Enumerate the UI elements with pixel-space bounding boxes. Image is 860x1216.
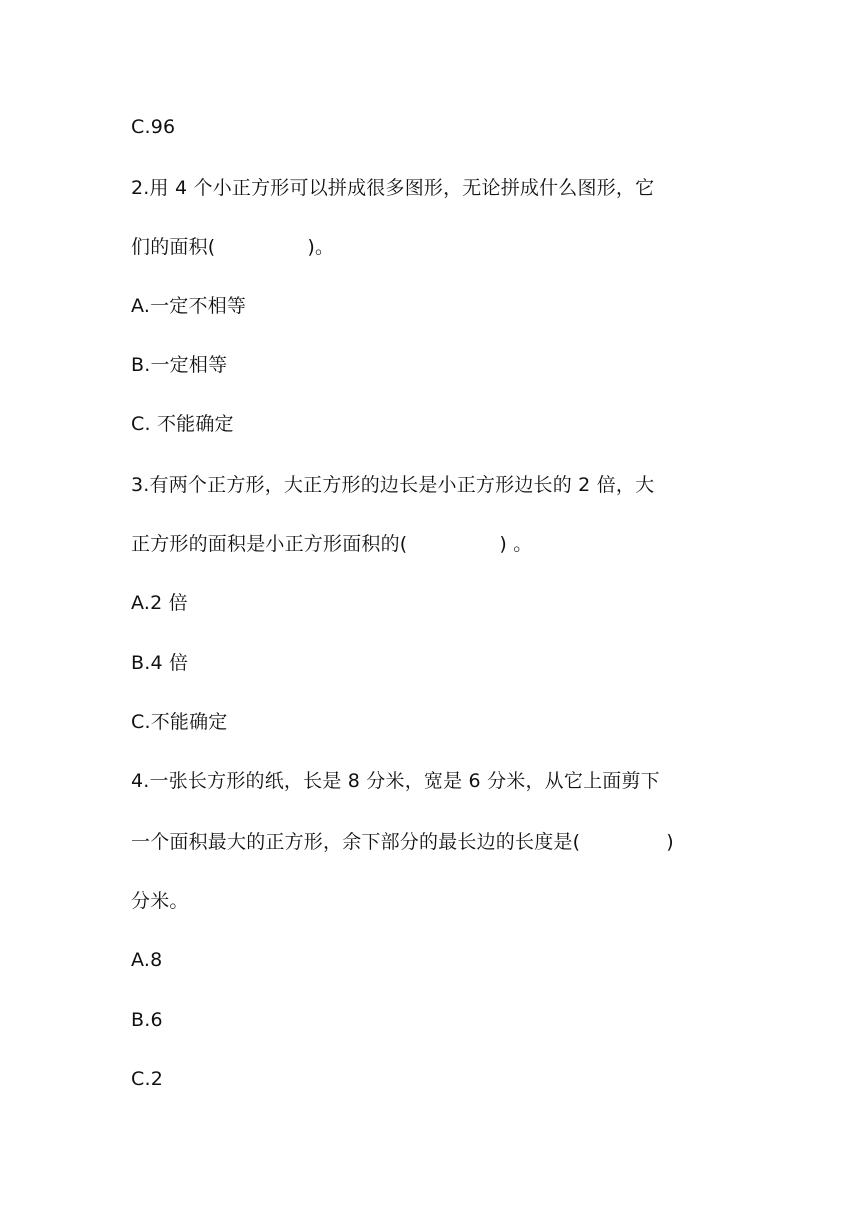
q2-stem-line1 [131, 176, 654, 200]
q2-option-a [131, 294, 246, 318]
q3-stem-line2 [131, 532, 532, 556]
q3-option-b [131, 651, 188, 675]
q1-option-c [131, 115, 175, 139]
q4-stem-line2 [131, 830, 674, 854]
q2-option-c-text: C. 不能确定 [131, 413, 234, 435]
q3-option-c-text: C.不能确定 [131, 711, 228, 733]
q2-stem-line2-text: 们的面积( [131, 236, 216, 258]
q3-stem-line1 [131, 473, 654, 497]
q4-stem-line1-text: 4.一张长方形的纸，长是 8 分米，宽是 6 分米，从它上面剪下 [131, 770, 660, 792]
q2-stem-line1-text: 2.用 4 个小正方形可以拼成很多图形，无论拼成什么图形，它 [131, 177, 655, 199]
q4-stem-line3 [131, 889, 189, 913]
q3-option-a [131, 591, 188, 615]
q4-option-a [131, 948, 162, 972]
q4-option-c-text: C.2 [131, 1068, 163, 1090]
q4-option-c [131, 1067, 163, 1091]
q4-option-b-text: B.6 [131, 1009, 163, 1031]
q2-stem-line2-end: )。 [307, 236, 335, 258]
q4-stem-line2-end: ) [666, 831, 674, 853]
q4-stem-line1 [131, 769, 660, 793]
q4-stem-line3-text: 分米。 [131, 890, 189, 912]
q1-option-c-text: C.96 [131, 116, 176, 138]
q4-option-a-text: A.8 [131, 949, 163, 971]
q3-stem-line1-text: 3.有两个正方形，大正方形的边长是小正方形边长的 2 倍，大 [131, 474, 655, 496]
q2-option-b [131, 353, 227, 377]
q2-option-a-text: A.一定不相等 [131, 295, 247, 317]
q3-option-b-text: B.4 倍 [131, 652, 189, 674]
q3-option-c [131, 710, 228, 734]
q3-stem-line2-end: ) 。 [499, 533, 533, 555]
q2-option-c [131, 412, 234, 436]
q2-option-b-text: B.一定相等 [131, 354, 228, 376]
q3-stem-line2-text: 正方形的面积是小正方形面积的( [131, 533, 408, 555]
q2-stem-line2 [131, 235, 334, 259]
q4-option-b [131, 1008, 163, 1032]
q3-option-a-text: A.2 倍 [131, 592, 188, 614]
q4-stem-line2-text: 一个面积最大的正方形，余下部分的最长边的长度是( [131, 831, 581, 853]
